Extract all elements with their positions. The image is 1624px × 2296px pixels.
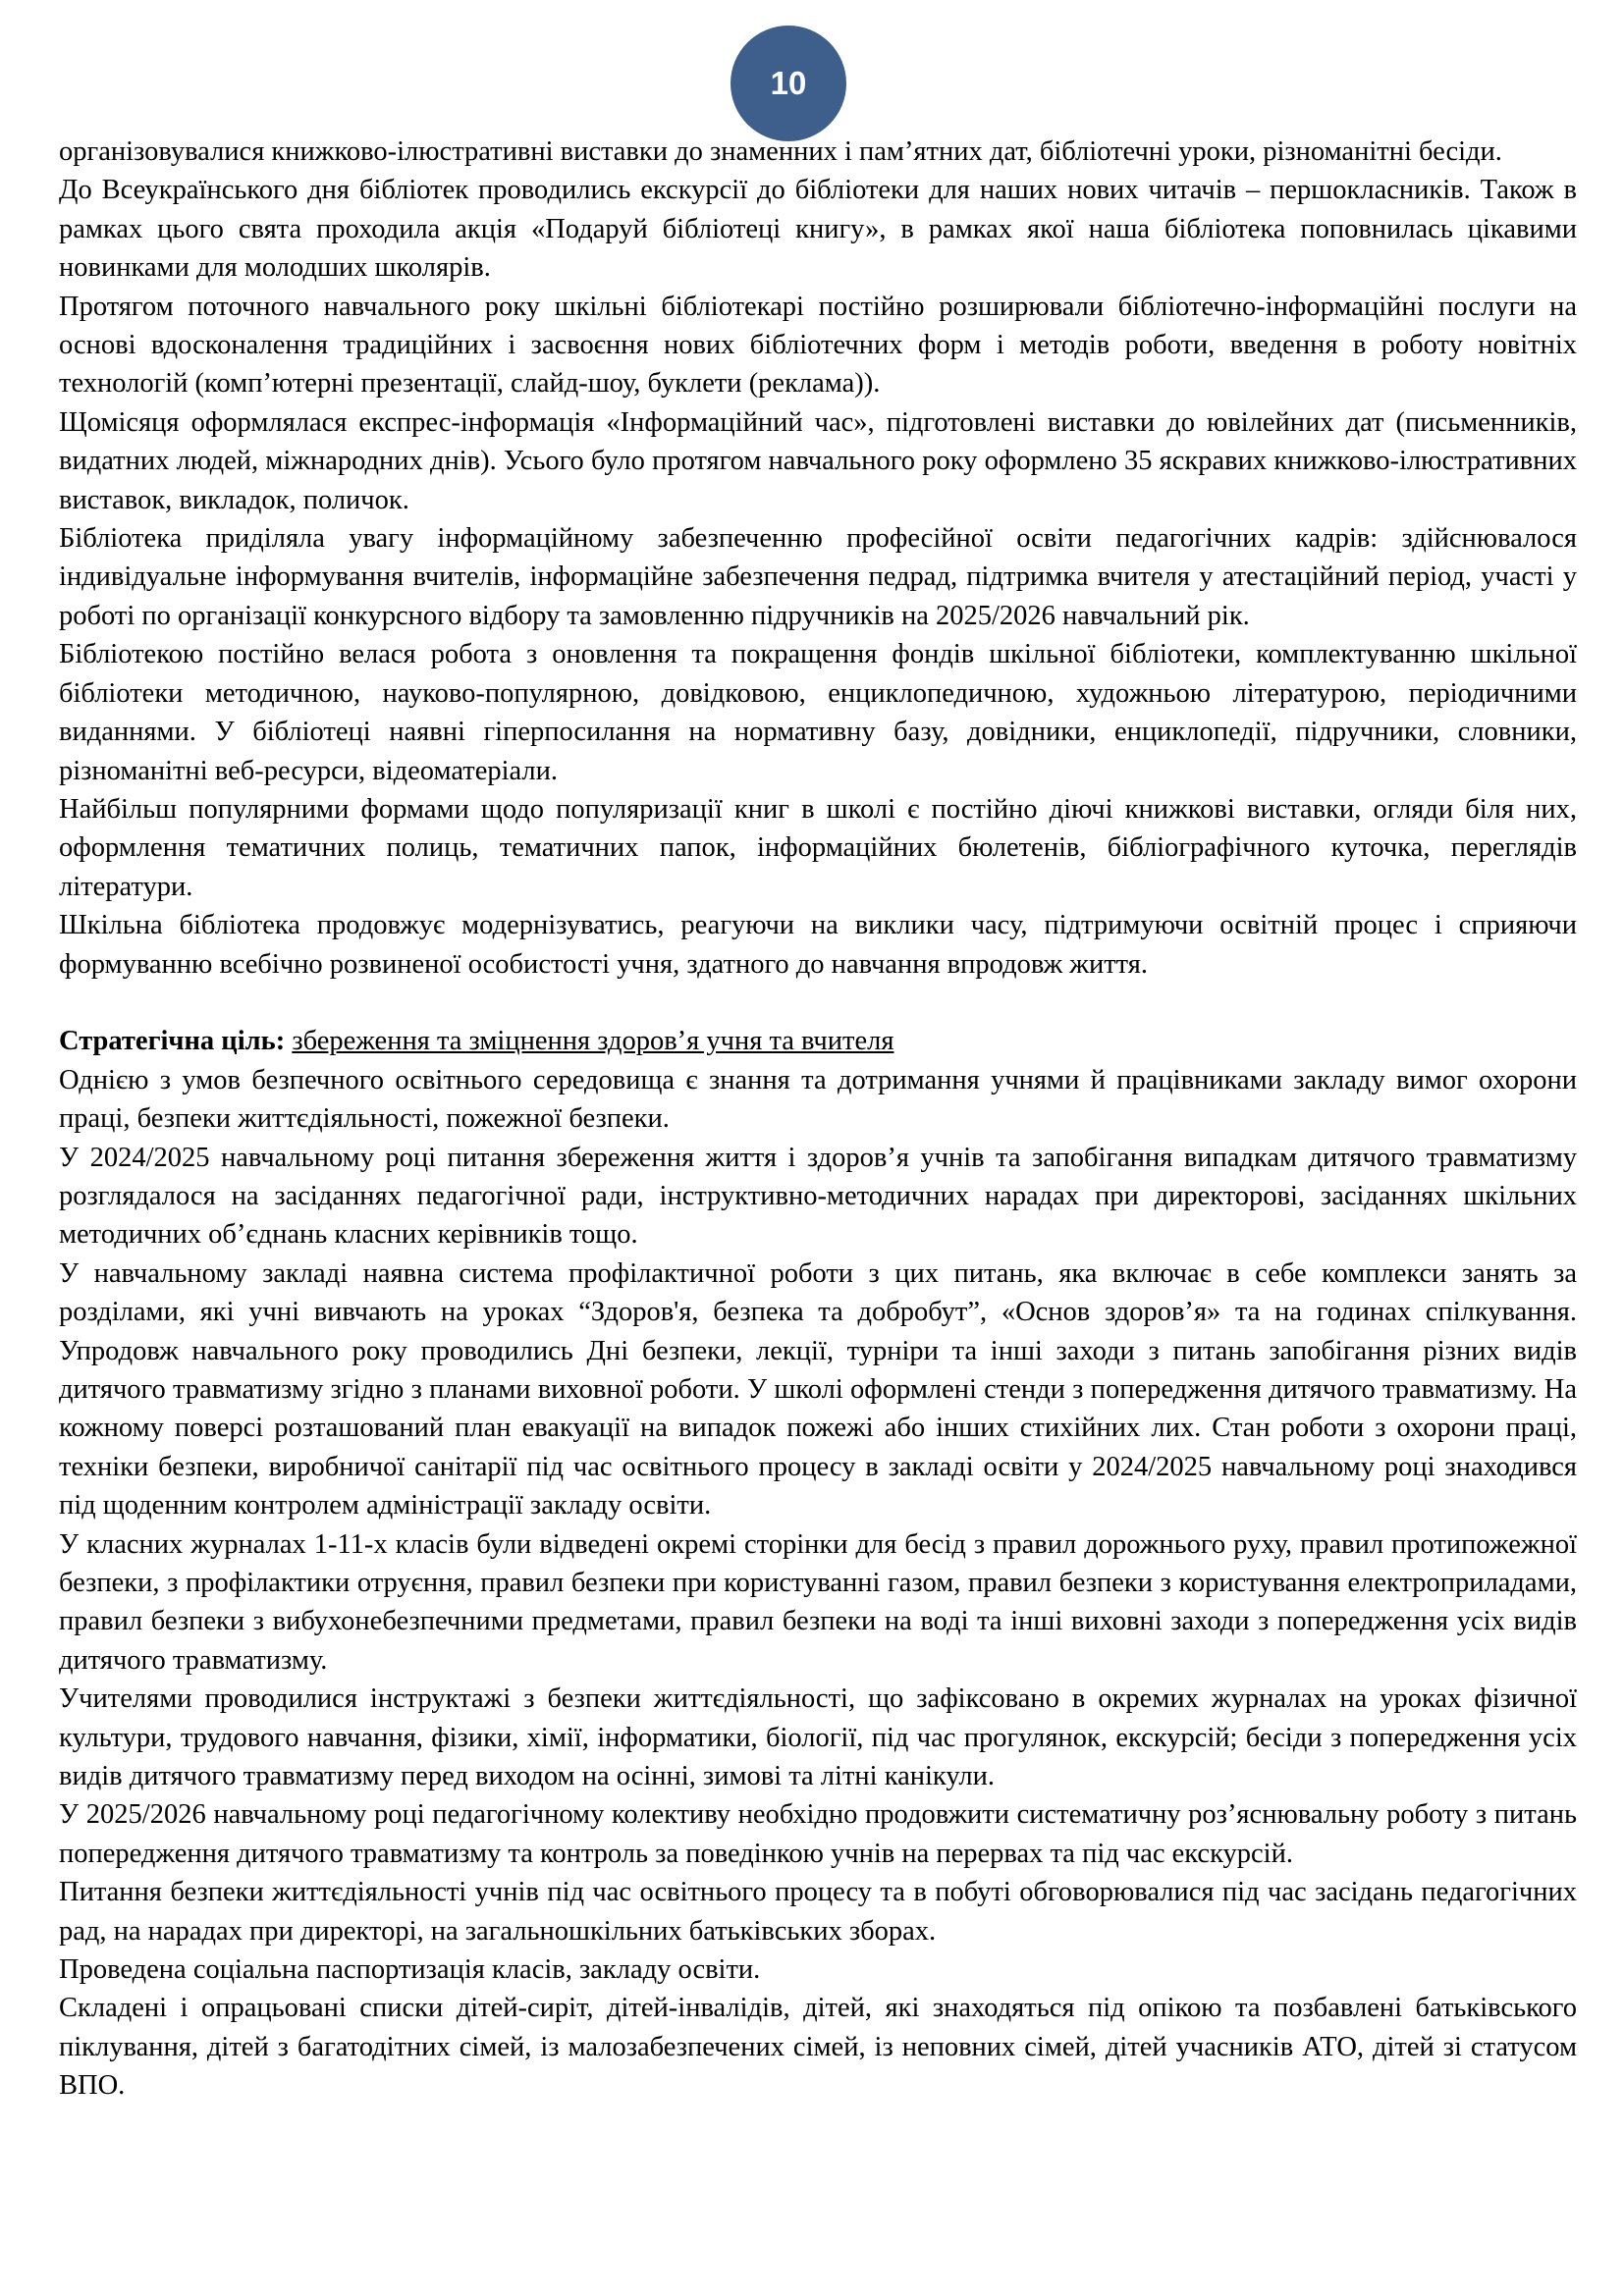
paragraph: У 2025/2026 навчальному році педагогічному колективу необхідно продовжити систематичну роз’яснювальну роботу з питань попередження дитячого травматизму та контроль за поведінкою учнів на перервах та під час екскурсій. — [59, 1799, 1577, 1869]
paragraph: Протягом поточного навчального року шкільні бібліотекарі постійно розширювали бібліотечно-інформаційні послуги на основі вдосконалення традиційних і засвоєння нових бібліотечних форм і методів роботи, введення в роботу новітніх технологій (комп’ютерні презентації, слайд-шоу, буклети (реклама)). — [59, 291, 1577, 400]
page-number-badge: 10 — [731, 26, 846, 141]
document-body — [59, 133, 1577, 2106]
paragraph: Учителями проводилися інструктажі з безпеки життєдіяльності, що зафіксовано в окремих журналах на уроках фізичної культури, трудового навчання, фізики, хімії, інформатики, біології, під час прогулянок, екскурсій; бесіди з попередження усіх видів дитячого травматизму перед виходом на осінні, зимові та літні канікули. — [59, 1683, 1577, 1792]
paragraph: До Всеукраїнського дня бібліотек проводились екскурсії до бібліотеки для наших нових читачів – першокласників. Також в рамках цього свята проходила акція «Подаруй бібліотеці книгу», в рамках якої наша бібліотека поповнилась цікавими новинками для молодших школярів. — [59, 175, 1577, 284]
section-heading-text: збереження та зміцнення здоров’я учня та вчителя — [292, 1026, 894, 1057]
paragraph: Шкільна бібліотека продовжує модернізуватись, реагуючи на виклики часу, підтримуючи освітній процес і сприяючи формуванню всебічно розвиненої особистості учня, здатного до навчання впродовж життя. — [59, 910, 1577, 980]
paragraph: У 2024/2025 навчальному році питання збереження життя і здоров’я учнів та запобігання випадкам дитячого травматизму розглядалося на засіданнях педагогічної ради, інструктивно-методичних нарадах при директорові, засіданнях шкільних методичних об’єднань класних керівників тощо. — [59, 1142, 1577, 1251]
paragraph: Проведена соціальна паспортизація класів, закладу освіти. — [59, 1954, 761, 1986]
blank-line — [59, 984, 1577, 1022]
paragraph: організовувалися книжково-ілюстративні виставки до знаменних і пам’ятних дат, бібліотечні уроки, різноманітні бесіди. — [59, 136, 1502, 167]
paragraph: Найбільш популярними формами щодо популяризації книг в школі є постійно діючі книжкові виставки, огляди біля них, оформлення тематичних полиць, тематичних папок, інформаційних бюлетенів, бібліографічного куточка, переглядів літератури. — [59, 793, 1577, 902]
section-heading — [59, 1022, 1577, 1060]
paragraph: Бібліотекою постійно велася робота з оновлення та покращення фондів шкільної бібліотеки, комплектуванню шкільної бібліотеки методичною, науково-популярною, довідковою, енциклопедичною, художньою літературою, періодичними виданнями. У бібліотеці наявні гіперпосилання на нормативну базу, довідники, енциклопедії, підручники, словники, різноманітні веб-ресурси, відеоматеріали. — [59, 639, 1577, 786]
paragraph: Щомісяця оформлялася експрес-інформація «Інформаційний час», підготовлені виставки до ювілейних дат (письменників, видатних людей, міжнародних днів). Усього було протягом навчального року оформлено 35 яскравих книжково-ілюстративних виставок, викладок, поличок. — [59, 406, 1577, 515]
paragraph: Складені і опрацьовані списки дітей-сиріт, дітей-інвалідів, дітей, які знаходяться під опікою та позбавлені батьківського піклування, дітей з багатодітних сімей, із малозабезпечених сімей, із неповних сімей, дітей учасників АТО, дітей зі статусом ВПО. — [59, 1993, 1577, 2102]
paragraph: Питання безпеки життєдіяльності учнів під час освітнього процесу та в побуті обговорювалися під час засідань педагогічних рад, на нарадах при директорі, на загальношкільних батьківських зборах. — [59, 1877, 1577, 1947]
paragraph: У класних журналах 1-11-х класів були відведені окремі сторінки для бесід з правил дорожнього руху, правил протипожежної безпеки, з профілактики отруєння, правил безпеки при користуванні газом, правил безпеки з користування електроприладами, правил безпеки з вибухонебезпечними предметами, правил безпеки на воді та інші виховні заходи з попередження усіх видів дитячого травматизму. — [59, 1528, 1577, 1676]
paragraph: У навчальному закладі наявна система профілактичної роботи з цих питань, яка включає в себе комплекси занять за розділами, які учні вивчають на уроках “Здоров'я, безпека та добробут”, «Основ здоров’я» та на годинах спілкування. Упродовж навчального року проводились Дні безпеки, лекції, турніри та інші заходи з питань запобігання різних видів дитячого травматизму згідно з планами виховної роботи. У школі оформлені стенди з попередження дитячого травматизму. На кожному поверсі розташований план евакуації на випадок пожежі або інших стихійних лих. Стан роботи з охорони праці, техніки безпеки, виробничої санітарії під час освітнього процесу в закладі освіти у 2024/2025 навчальному році знаходився під щоденним контролем адміністрації закладу освіти. — [59, 1257, 1577, 1522]
paragraph: Бібліотека приділяла увагу інформаційному забезпеченню професійної освіти педагогічних кадрів: здійснювалося індивідуальне інформування вчителів, інформаційне забезпечення педрад, підтримка вчителя у атестаційний період, участі у роботі по організації конкурсного відбору та замовленню підручників на 2025/2026 навчальний рік. — [59, 523, 1577, 631]
section-heading-label: Стратегічна ціль: — [59, 1026, 286, 1057]
paragraph: Однією з умов безпечного освітнього середовища є знання та дотримання учнями й працівниками закладу вимог охорони праці, безпеки життєдіяльності, пожежної безпеки. — [59, 1064, 1577, 1135]
